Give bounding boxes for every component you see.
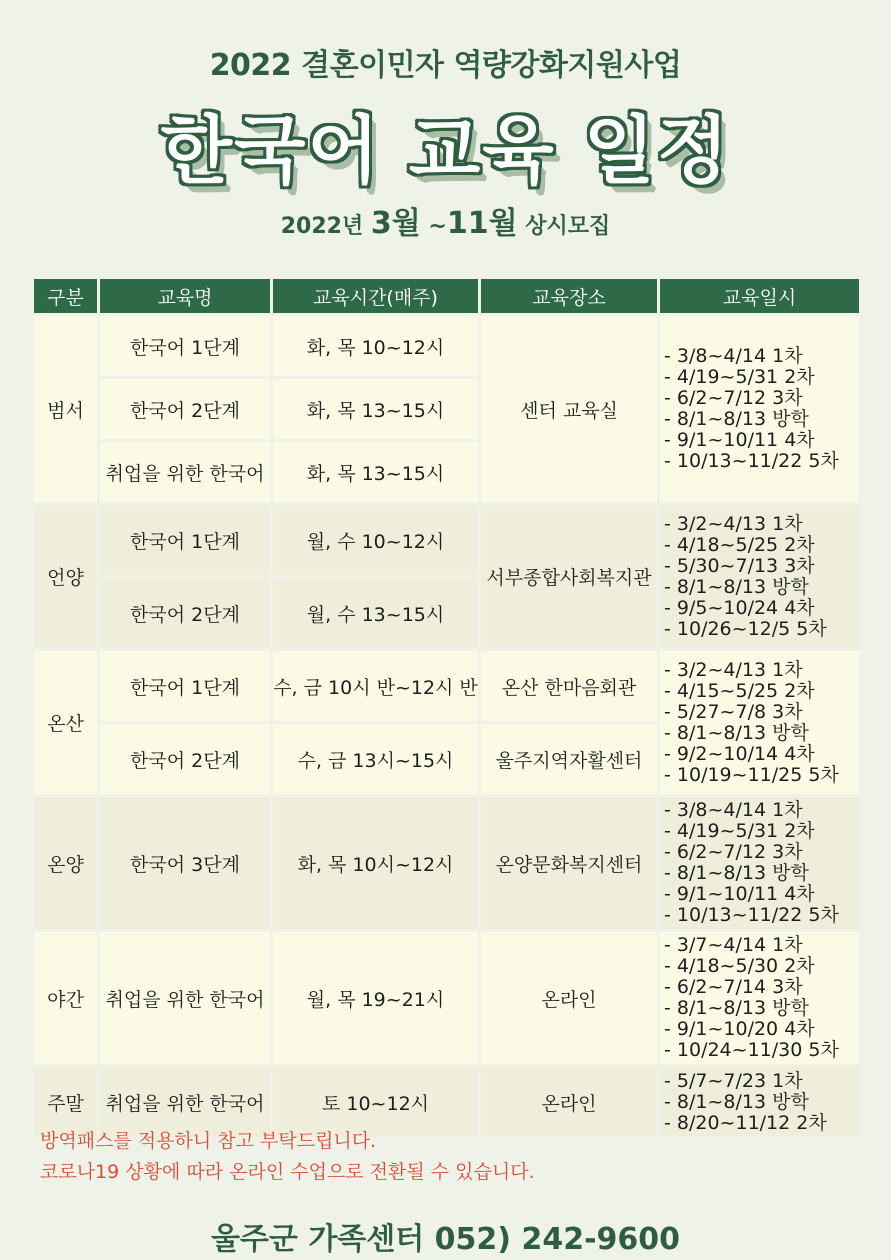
course-name-cell: 한국어 2단계	[100, 379, 270, 439]
location-cell: 온양문화복지센터	[481, 797, 657, 929]
course-name-cell: 한국어 3단계	[100, 797, 270, 929]
class-time-cell: 화, 목 13~15시	[273, 379, 478, 439]
poster-subtitle: 2022 결혼이민자 역량강화지원사업	[209, 48, 682, 83]
course-name-cell: 한국어 2단계	[100, 578, 270, 648]
region-cell: 주말	[34, 1067, 97, 1137]
period-suffix: 상시모집	[525, 214, 611, 239]
group-eonyang	[34, 505, 859, 648]
class-time-cell: 화, 목 10시~12시	[273, 797, 478, 929]
class-time-cell: 월, 목 19~21시	[273, 932, 478, 1064]
class-time-cell: 토 10~12시	[273, 1067, 478, 1137]
notice-block	[40, 1126, 535, 1188]
region-cell: 온양	[34, 797, 97, 929]
table-header-row	[34, 279, 859, 313]
period-start: 3월	[370, 206, 421, 241]
schedule-dates-cell: - 3/2~4/13 1차 - 4/18~5/25 2차 - 5/30~7/13 3차 - 8/1~8/13 방학 - 9/5~10/24 4차 - 10/26~12/5 5차	[660, 505, 859, 648]
region-cell: 범서	[34, 316, 97, 502]
schedule-table	[31, 276, 862, 1140]
header-schedule: 교육일시	[660, 279, 859, 313]
course-name-cell: 한국어 1단계	[100, 316, 270, 376]
schedule-dates-cell: - 3/2~4/13 1차 - 4/15~5/25 2차 - 5/27~7/8 3차 - 8/1~8/13 방학 - 9/2~10/14 4차 - 10/19~11/25 5차	[660, 651, 859, 794]
header-location: 교육장소	[481, 279, 657, 313]
location-cell: 온라인	[481, 1067, 657, 1137]
notice-line: 코로나19 상황에 따라 온라인 수업으로 전환될 수 있습니다.	[40, 1161, 535, 1183]
location-cell: 서부종합사회복지관	[481, 505, 657, 648]
period-end: 11월	[446, 206, 518, 241]
course-name-cell: 취업을 위한 한국어	[100, 442, 270, 502]
class-time-cell: 월, 수 10~12시	[273, 505, 478, 575]
region-cell: 온산	[34, 651, 97, 794]
group-onsan	[34, 651, 859, 794]
table-row	[34, 651, 859, 721]
poster-title: 한국어 교육 일정	[160, 108, 731, 194]
course-name-cell: 한국어 2단계	[100, 724, 270, 794]
class-time-cell: 화, 목 13~15시	[273, 442, 478, 502]
group-beomseo	[34, 316, 859, 502]
table-row	[34, 505, 859, 575]
class-time-cell: 수, 금 13시~15시	[273, 724, 478, 794]
recruitment-period	[0, 198, 891, 242]
footer-contact: 울주군 가족센터 052) 242-9600	[210, 1222, 681, 1257]
course-name-cell: 취업을 위한 한국어	[100, 932, 270, 1064]
region-cell: 언양	[34, 505, 97, 648]
group-night	[34, 932, 859, 1064]
schedule-dates-cell: - 3/8~4/14 1차 - 4/19~5/31 2차 - 6/2~7/12 3차 - 8/1~8/13 방학 - 9/1~10/11 4차 - 10/13~11/22 5차	[660, 797, 859, 929]
course-name-cell: 취업을 위한 한국어	[100, 1067, 270, 1137]
schedule-dates-cell: - 5/7~7/23 1차 - 8/1~8/13 방학 - 8/20~11/12 2차	[660, 1067, 859, 1137]
class-time-cell: 수, 금 10시 반~12시 반	[273, 651, 478, 721]
course-name-cell: 한국어 1단계	[100, 505, 270, 575]
class-time-cell: 화, 목 10~12시	[273, 316, 478, 376]
header-course-name: 교육명	[100, 279, 270, 313]
table-row	[34, 316, 859, 376]
period-year: 2022년	[280, 214, 364, 239]
location-cell: 온산 한마음회관	[481, 651, 657, 721]
header-category: 구분	[34, 279, 97, 313]
table-row	[34, 797, 859, 929]
period-tilde: ~	[428, 214, 447, 239]
location-cell: 온라인	[481, 932, 657, 1064]
schedule-dates-cell: - 3/7~4/14 1차 - 4/18~5/30 2차 - 6/2~7/14 3차 - 8/1~8/13 방학 - 9/1~10/20 4차 - 10/24~11/30 5차	[660, 932, 859, 1064]
class-time-cell: 월, 수 13~15시	[273, 578, 478, 648]
course-name-cell: 한국어 1단계	[100, 651, 270, 721]
location-cell: 울주지역자활센터	[481, 724, 657, 794]
group-onyang	[34, 797, 859, 929]
header-class-time: 교육시간(매주)	[273, 279, 478, 313]
table-row	[34, 932, 859, 1064]
notice-line: 방역패스를 적용하니 참고 부탁드립니다.	[40, 1130, 377, 1152]
location-cell: 센터 교육실	[481, 316, 657, 502]
region-cell: 야간	[34, 932, 97, 1064]
schedule-dates-cell: - 3/8~4/14 1차 - 4/19~5/31 2차 - 6/2~7/12 3차 - 8/1~8/13 방학 - 9/1~10/11 4차 - 10/13~11/22 5차	[660, 316, 859, 502]
